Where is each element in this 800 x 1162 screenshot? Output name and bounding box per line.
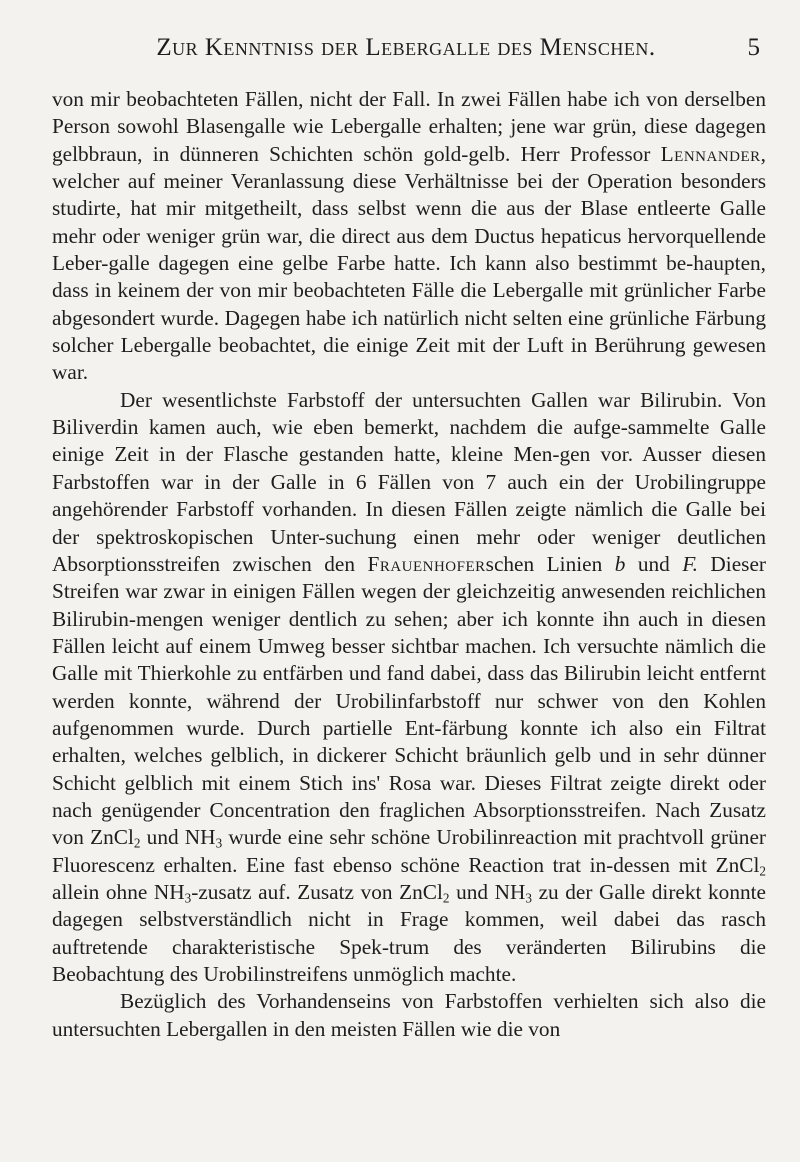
text-run: Der wesentlichste Farbstoff der untersuchten Gallen war Bilirubin. Von Biliverdin kamen auch, wie eben bemerkt, nachdem die aufge-sammelte Galle einige Zeit in der Flasche gestanden hatte, kleine Men-gen vor. Ausser diesen Farbstoffen war in der Galle in 6 Fällen von 7 auch ein der Urobilingruppe angehörender Farbstoff vorhanden. In diesen Fällen zeigte nämlich die Galle bei der spektroskopischen Unter-suchung einen mehr oder weniger deutlichen Absorptionsstreifen zwischen den	[52, 387, 766, 576]
text-run: F.	[682, 551, 698, 576]
subscript: 3	[215, 835, 223, 851]
running-title: Zur Kenntniss der Lebergalle des Menschen.	[156, 34, 656, 61]
paragraph	[52, 988, 766, 1043]
author-name: Frauenhofer	[367, 551, 486, 576]
subscript: 3	[525, 890, 532, 906]
subscript: 2	[133, 835, 141, 851]
text-run: allein ohne NH	[52, 879, 185, 904]
text-run: und NH	[140, 825, 216, 850]
paragraph	[52, 86, 766, 387]
text-run: b	[614, 551, 626, 576]
text-run: und NH	[449, 879, 526, 904]
text-run: , welcher auf meiner Veranlassung diese Verhältnisse bei der Operation besonders studirte, hat mir mitgetheilt, dass selbst wenn die aus der Blase entleerte Galle mehr oder weniger grün war, die direct aus dem Ductus hepaticus hervorquellende Leber-galle dagegen eine gelbe Farbe hatte. Ich kann also bestimmt be-haupten, dass in keinem der von mir beobachteten Fälle die Lebergalle mit grünlicher Farbe abgesondert wurde. Dagegen habe ich natürlich nicht selten eine grünliche Färbung solcher Lebergalle beobachtet, die einige Zeit mit der Luft in Berührung gewesen war.	[52, 141, 766, 385]
paragraph	[52, 387, 766, 989]
body-text	[52, 86, 766, 1043]
text-run: wurde eine sehr schöne Urobilinreaction mit prachtvoll grüner Fluorescenz erhalten. Eine fast ebenso schöne Reaction trat in-dessen mit ZnCl	[52, 825, 766, 877]
page-number: 5	[747, 34, 760, 61]
page-header	[52, 34, 760, 68]
author-name: Lennander	[660, 141, 761, 166]
text-run: -zusatz auf. Zusatz von ZnCl	[191, 879, 443, 904]
subscript: 2	[759, 862, 766, 878]
text-run: von mir beobachteten Fällen, nicht der Fall. In zwei Fällen habe ich von derselben Person sowohl Blasengalle wie Lebergalle erhalten; jene war grün, diese dagegen gelbbraun, in dünneren Schichten schön gold-gelb. Herr Professor	[52, 87, 766, 166]
subscript: 3	[184, 890, 192, 906]
subscript: 2	[442, 890, 450, 906]
text-run: Bezüglich des Vorhandenseins von Farbstoffen verhielten sich also die untersuchten Lebergallen in den meisten Fällen wie die von	[52, 989, 766, 1041]
text-run: Dieser Streifen war zwar in einigen Fällen wegen der gleichzeitig anwesenden reichlichen Bilirubin-mengen weniger dentlich zu sehen; aber ich konnte ihn auch in diesen Fällen leicht auf einem Umweg besser sichtbar machen. Ich versuchte nämlich die Galle mit Thierkohle zu entfärben und fand dabei, dass das Bilirubin leicht entfernt werden konnte, während der Urobilinfarbstoff nur schwer von den Kohlen aufgenommen wurde. Durch partielle Ent-färbung konnte ich also ein Filtrat erhalten, welches gelblich, in dickerer Schicht bräunlich gelb und in sehr dünner Schicht gelblich mit einem Stich ins' Rosa war. Dieses Filtrat zeigte direkt oder nach genügender Concentration den fraglichen Absorptionsstreifen. Nach Zusatz von ZnCl	[52, 551, 766, 850]
text-run: und	[625, 551, 683, 576]
text-run: zu der Galle direkt konnte dagegen selbstverständlich nicht in Frage kommen, weil dabei das rasch auftretende charakteristische Spek-trum des veränderten Bilirubins die Beobachtung des Urobilinstreifens unmöglich machte.	[52, 879, 766, 986]
text-run: schen Linien	[485, 551, 615, 576]
